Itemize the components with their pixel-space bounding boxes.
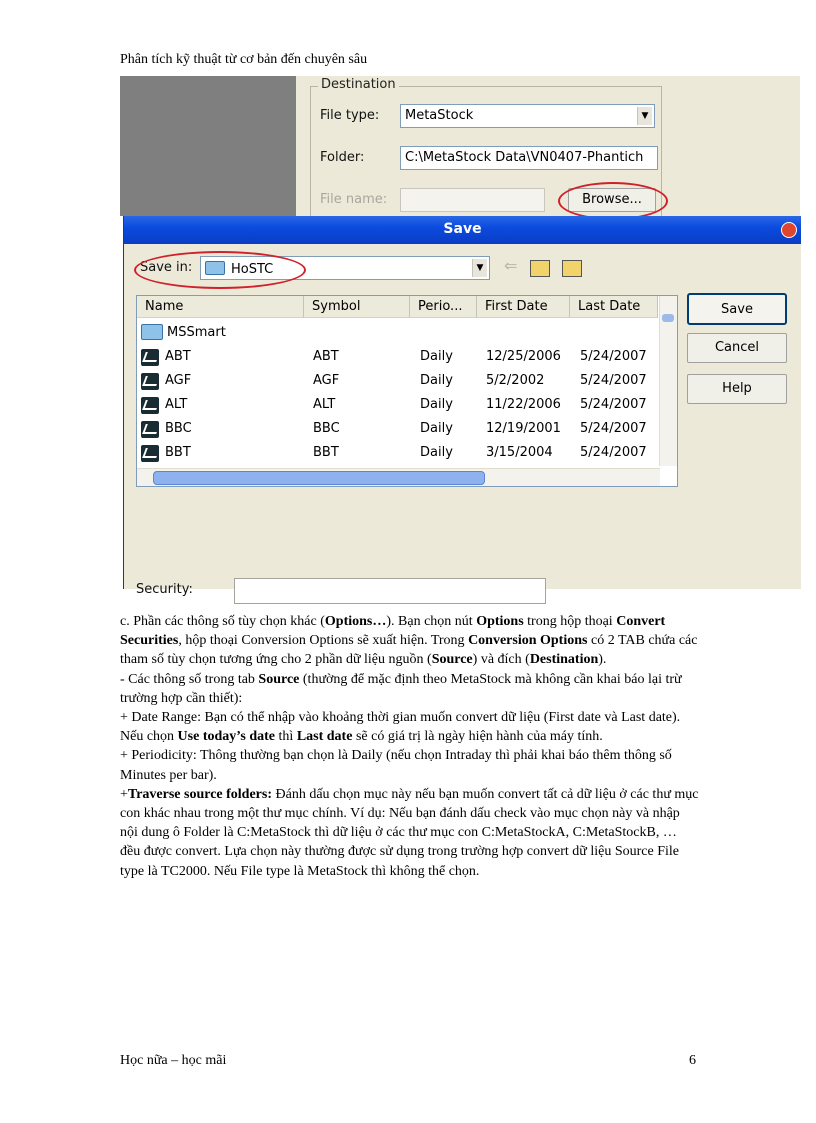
- table-row[interactable]: [137, 344, 657, 368]
- row-last-date: 5/24/2007: [580, 421, 647, 436]
- security-label: Security:: [136, 582, 193, 597]
- text: +: [120, 786, 128, 802]
- table-row[interactable]: [137, 368, 657, 392]
- bold-text: Traverse source folders:: [127, 786, 273, 802]
- vertical-scroll-thumb[interactable]: [662, 314, 674, 322]
- horizontal-scrollbar[interactable]: [137, 468, 660, 486]
- horizontal-scroll-thumb[interactable]: [153, 471, 485, 485]
- row-name: BBT: [165, 445, 191, 460]
- file-type-value: MetaStock: [405, 108, 474, 123]
- column-header-first-date[interactable]: First Date: [477, 296, 570, 318]
- table-row[interactable]: [137, 392, 657, 416]
- cancel-button[interactable]: Cancel: [687, 333, 787, 363]
- save-button[interactable]: Save: [687, 293, 787, 325]
- text: ) và đích (: [472, 652, 530, 668]
- metastock-file-icon: [141, 445, 159, 462]
- row-last-date: 5/24/2007: [580, 373, 647, 388]
- bold-text: Use today’s date: [177, 729, 276, 745]
- row-last-date: 5/24/2007: [580, 397, 647, 412]
- gray-side-panel: [120, 76, 296, 216]
- folder-name: MSSmart: [167, 325, 226, 340]
- metastock-file-icon: [141, 421, 159, 438]
- software-screenshot: [120, 76, 800, 597]
- row-symbol: ALT: [313, 397, 336, 412]
- save-in-label: Save in:: [140, 260, 193, 275]
- help-button[interactable]: Help: [687, 374, 787, 404]
- metastock-file-icon: [141, 373, 159, 390]
- paragraph-traverse: [120, 785, 700, 881]
- row-name: ALT: [165, 397, 188, 412]
- text: , hộp thoại Conversion Options sẽ xuất hiện. Trong: [178, 633, 469, 649]
- chevron-down-icon[interactable]: ▼: [472, 259, 487, 277]
- highlight-circle: [134, 251, 306, 289]
- row-period: Daily: [420, 397, 453, 412]
- save-dialog: [123, 216, 801, 597]
- save-dialog-titlebar: [124, 216, 801, 244]
- row-period: Daily: [420, 445, 453, 460]
- row-symbol: ABT: [313, 349, 339, 364]
- table-row[interactable]: [137, 440, 657, 464]
- column-header-name[interactable]: Name: [137, 296, 304, 318]
- file-name-label: File name:: [320, 192, 388, 207]
- security-input[interactable]: [234, 578, 546, 604]
- browse-button[interactable]: Browse...: [568, 188, 656, 212]
- row-symbol: AGF: [313, 373, 340, 388]
- row-first-date: 11/22/2006: [486, 397, 561, 412]
- file-name-field[interactable]: [400, 188, 545, 212]
- save-in-value: HoSTC: [231, 262, 274, 277]
- row-name: ABT: [165, 349, 191, 364]
- folder-icon: [141, 324, 163, 340]
- paragraph-date-range: [120, 708, 700, 746]
- highlight-circle: [558, 182, 668, 220]
- bold-text: Last date: [296, 729, 353, 745]
- text: thì: [275, 729, 297, 745]
- row-symbol: BBT: [313, 445, 339, 460]
- text: trong hộp thoại: [523, 614, 617, 629]
- row-period: Daily: [420, 421, 453, 436]
- text: - Các thông số trong tab: [120, 671, 259, 687]
- save-dialog-title: Save: [443, 221, 482, 237]
- bold-text: Destination: [529, 652, 599, 668]
- vertical-scrollbar[interactable]: [659, 296, 677, 466]
- chevron-down-icon[interactable]: ▼: [637, 107, 652, 125]
- row-name: AGF: [165, 373, 192, 388]
- page-number: 6: [689, 1053, 696, 1068]
- bold-text: Options…: [324, 614, 387, 629]
- metastock-file-icon: [141, 349, 159, 366]
- bold-text: Convert Securities: [120, 614, 666, 649]
- table-row[interactable]: [137, 416, 657, 440]
- row-last-date: 5/24/2007: [580, 349, 647, 364]
- file-type-select[interactable]: [400, 104, 655, 128]
- row-period: Daily: [420, 373, 453, 388]
- bold-text: Conversion Options: [468, 633, 588, 649]
- close-icon[interactable]: [781, 222, 797, 238]
- bold-text: Source: [258, 671, 300, 687]
- row-first-date: 12/25/2006: [486, 349, 561, 364]
- bold-text: Options: [476, 614, 524, 629]
- file-type-label: File type:: [320, 108, 380, 123]
- row-last-date: 5/24/2007: [580, 445, 647, 460]
- column-header-symbol[interactable]: Symbol: [304, 296, 410, 318]
- destination-legend: Destination: [318, 77, 399, 92]
- body-text: [120, 612, 700, 881]
- text: Đánh dấu chọn mục này nếu bạn muốn convert tất cả dữ liệu ở các thư mục con khác nhau trong một thư mục chính. Ví dụ: Nếu bạn đánh dấu check vào mục chọn này và nhập nội dung ô Folder là C:MetaStock thì dữ liệu ở các thư mục con C:MetaStockA, C:MetaStockB, … đều được convert. Lựa chọn này thường được sử dụng trong trường hợp convert dữ liệu Source File type là TC2000. Nếu File type là MetaStock thì không thể chọn.: [120, 786, 699, 879]
- page-header: Phân tích kỹ thuật từ cơ bản đến chuyên sâu: [120, 52, 368, 67]
- row-first-date: 3/15/2004: [486, 445, 553, 460]
- text: (thường để mặc định theo MetaStock mà không cần khai báo lại trừ trường hợp cần thiết):: [120, 671, 682, 706]
- folder-value: C:\MetaStock Data\VN0407-Phantich: [405, 150, 644, 165]
- paragraph-options: [120, 612, 700, 670]
- paragraph-periodicity: + Periodicity: Thông thường bạn chọn là Daily (nếu chọn Intraday thì phải khai báo thêm thông số Minutes per bar).: [120, 748, 672, 783]
- text: c. Phần các thông số tùy chọn khác (: [120, 614, 325, 629]
- folder-field[interactable]: [400, 146, 658, 170]
- up-folder-icon[interactable]: [530, 260, 550, 277]
- new-folder-icon[interactable]: [562, 260, 582, 277]
- footer-motto: Học nữa – học mãi: [120, 1053, 227, 1068]
- row-first-date: 5/2/2002: [486, 373, 545, 388]
- metastock-file-icon: [141, 397, 159, 414]
- row-first-date: 12/19/2001: [486, 421, 561, 436]
- text: có 2 TAB chứa các tham số tùy chọn tương ứng cho 2 phần dữ liệu nguồn (: [120, 633, 698, 668]
- text: + Date Range: Bạn có thể nhập vào khoảng thời gian muốn convert dữ liệu (First date và Last date). Nếu chọn: [120, 710, 681, 745]
- column-header-last-date[interactable]: Last Date: [570, 296, 658, 318]
- text: sẽ có giá trị là ngày hiện hành của máy tính.: [352, 729, 603, 745]
- back-arrow-icon[interactable]: ⇐: [504, 256, 518, 275]
- column-header-period[interactable]: Perio...: [410, 296, 477, 318]
- paragraph-source-tab: [120, 670, 700, 708]
- list-item[interactable]: [137, 320, 657, 344]
- row-name: BBC: [165, 421, 192, 436]
- text: ). Bạn chọn nút: [386, 614, 477, 629]
- bold-text: Source: [431, 652, 473, 668]
- row-period: Daily: [420, 349, 453, 364]
- file-list[interactable]: [136, 295, 678, 487]
- row-symbol: BBC: [313, 421, 340, 436]
- text: ).: [598, 652, 607, 668]
- folder-label: Folder:: [320, 150, 365, 165]
